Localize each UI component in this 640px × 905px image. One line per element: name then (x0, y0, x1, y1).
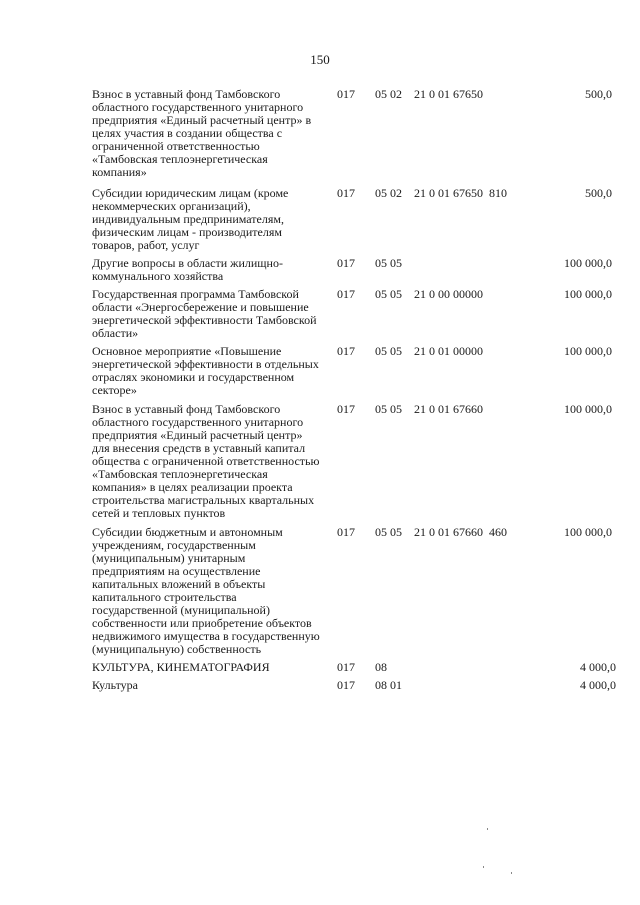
row-section-code: 08 (375, 660, 387, 674)
row-ministry-code: 017 (337, 186, 355, 200)
row-program-code: 21 0 01 67650 810 (414, 186, 507, 200)
row-section-code: 05 05 (375, 525, 402, 539)
row-program-code: 21 0 01 00000 (414, 344, 483, 358)
row-ministry-code: 017 (337, 525, 355, 539)
row-amount: 100 000,0 (564, 525, 612, 539)
row-section-code: 05 05 (375, 344, 402, 358)
row-ministry-code: 017 (337, 678, 355, 692)
row-ministry-code: 017 (337, 402, 355, 416)
row-ministry-code: 017 (337, 344, 355, 358)
row-description: Культура (92, 678, 138, 692)
row-amount: 4 000,0 (580, 678, 616, 692)
row-section-code: 05 05 (375, 402, 402, 416)
row-amount: 100 000,0 (564, 287, 612, 301)
row-program-code: 21 0 01 67660 460 (414, 525, 507, 539)
row-section-code: 05 02 (375, 186, 402, 200)
budget-table (92, 87, 616, 692)
table-row (92, 345, 612, 397)
row-section-code: 08 01 (375, 678, 402, 692)
table-row (92, 88, 612, 179)
table-row (92, 257, 612, 283)
table-row (92, 288, 612, 340)
row-amount: 100 000,0 (564, 402, 612, 416)
row-section-code: 05 05 (375, 256, 402, 270)
scan-speck (483, 866, 484, 868)
table-row (92, 403, 612, 520)
scan-speck (511, 872, 512, 874)
table-row (92, 526, 612, 656)
table-row (92, 678, 616, 692)
table-row (92, 187, 612, 252)
row-description: Взнос в уставный фонд Тамбовского областного государственного унитарного предприятия «Единый расчетный центр» в целях участия в создании общества с ограниченной ответственностью «Тамбовская теплоэнергетическая компания» (92, 87, 312, 179)
row-ministry-code: 017 (337, 660, 355, 674)
row-description: Другие вопросы в области жилищно-коммунального хозяйства (92, 256, 283, 283)
table-row (92, 660, 616, 674)
row-section-code: 05 05 (375, 287, 402, 301)
row-program-code: 21 0 00 00000 (414, 287, 483, 301)
row-amount: 100 000,0 (564, 344, 612, 358)
row-description: Субсидии юридическим лицам (кроме некоммерческих организаций), индивидуальным предпринимателям, физическим лицам - производителям товаров, работ, услуг (92, 186, 289, 252)
row-amount: 4 000,0 (580, 660, 616, 674)
row-description: Основное мероприятие «Повышение энергетической эффективности в отдельных отраслях экономики и государственном секторе» (92, 344, 319, 397)
row-section-code: 05 02 (375, 87, 402, 101)
row-description: КУЛЬТУРА, КИНЕМАТОГРАФИЯ (92, 660, 270, 674)
row-program-code: 21 0 01 67660 (414, 402, 483, 416)
row-amount: 500,0 (585, 87, 612, 101)
row-description: Государственная программа Тамбовской области «Энергосбережение и повышение энергетической эффективности Тамбовской области» (92, 287, 317, 340)
row-description: Субсидии бюджетным и автономным учреждениям, государственным (муниципальным) унитарным предприятиям на осуществление капитальных вложений в объекты капитального строительства государственной (муниципальной) собственности или приобретение объектов недвижимого имущества в государственную (муниципальную) собственность (92, 525, 320, 656)
row-ministry-code: 017 (337, 256, 355, 270)
row-program-code: 21 0 01 67650 (414, 87, 483, 101)
row-amount: 500,0 (585, 186, 612, 200)
row-amount: 100 000,0 (564, 256, 612, 270)
row-ministry-code: 017 (337, 87, 355, 101)
page-number: 150 (310, 52, 330, 67)
row-description: Взнос в уставный фонд Тамбовского областного государственного унитарного предприятия «Единый расчетный центр» для внесения средств в уставный капитал общества с ограниченной ответственностью «Тамбовская теплоэнергетическая компания» в целях реализации проекта строительства магистральных квартальных сетей и тепловых пунктов (92, 402, 320, 520)
scan-speck (487, 828, 488, 830)
row-ministry-code: 017 (337, 287, 355, 301)
